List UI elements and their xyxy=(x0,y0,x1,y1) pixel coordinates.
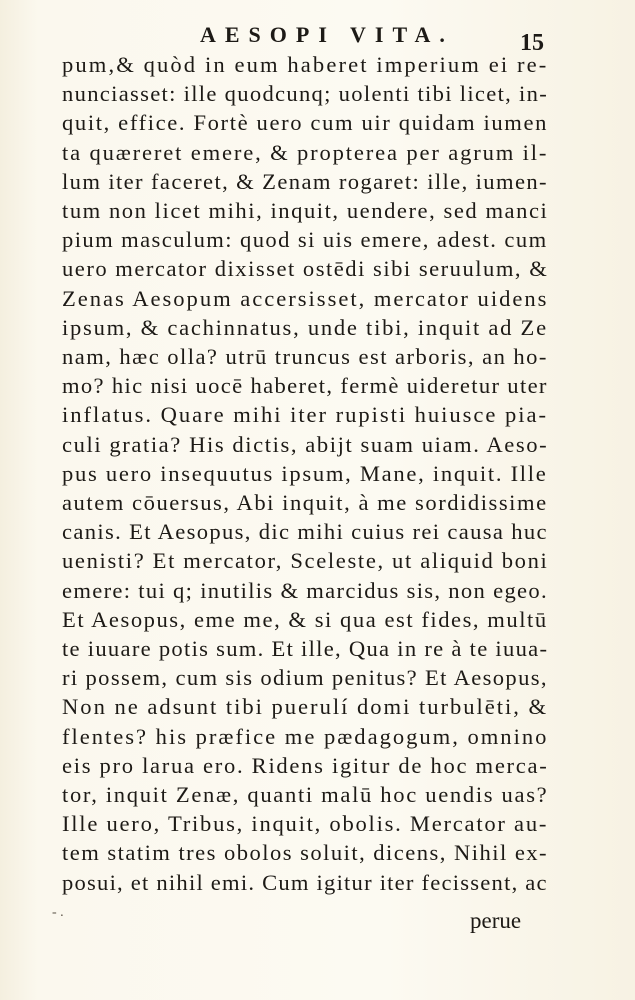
text-line: pium masculum: quod si uis emere, adest. cum xyxy=(62,227,548,253)
text-line: Zenas Aesopum accersisset, mercator uidens xyxy=(62,285,549,311)
text-line: te iuuare potis sum. Et ille, Qua in re à te iuua- xyxy=(62,636,549,662)
text-line: ipsum, & cachinnatus, unde tibi, inquit ad Ze xyxy=(62,314,548,340)
text-line: Ille uero, Tribus, inquit, obolis. Mercator au- xyxy=(62,811,549,837)
text-line: tor, inquit Zenæ, quanti malū hoc uendis uas? xyxy=(62,782,549,808)
text-line: eis pro larua ero. Ridens igitur de hoc merca- xyxy=(62,752,549,778)
text-line: tem statim tres obolos soluit, dicens, Nihil ex- xyxy=(62,840,549,866)
text-line: inflatus. Quare mihi iter rupisti huiusce pia- xyxy=(62,402,548,428)
text-line: uenisti? Et mercator, Scelestе, ut aliquid boni xyxy=(62,548,549,574)
text-line: posui, et nihil emi. Cum igitur iter fecissent, ac xyxy=(62,869,548,895)
catchword: perue xyxy=(470,908,522,933)
text-line: Non ne adsunt tibi puerulí domi turbulēti, & xyxy=(62,694,549,720)
text-line: autem cōuersus, Abi inquit, à me sordidissime xyxy=(62,490,548,516)
text-line: ta quæreret emere, & propterea per agrum il- xyxy=(62,139,549,165)
text-line: uero mercator dixisset ostēdi sibi seruulum, & xyxy=(62,256,549,282)
text-line: tum non licet mihi, inquit, uendere, sed manci xyxy=(62,198,549,224)
text-line: pum,& quòd in eum haberet imperium ei re- xyxy=(62,52,549,77)
body-text xyxy=(62,50,548,897)
text-line: nam, hæc olla? utrū truncus est arboris, an ho- xyxy=(62,344,548,370)
text-line: pus uero insequutus ipsum, Mane, inquit. Ille xyxy=(62,460,548,486)
text-line: emere: tui q; inutilis & marcidus sis, non egeo. xyxy=(62,577,548,603)
page-number: 15 xyxy=(520,30,544,56)
text-line: lum iter faceret, & Zenam rogaret: ille, iumen- xyxy=(62,168,548,194)
text-line: nunciasset: ille quodcunq; uolenti tibi licet, in- xyxy=(62,81,549,107)
signature-mark: - . xyxy=(52,905,64,920)
text-line: culi gratia? His dictis, abijt suam uiam. Aeso- xyxy=(62,431,549,457)
text-line: flentes? his præfice me pædagogum, omnino xyxy=(62,723,549,749)
text-line: quit, effice. Fortè uero cum uir quidam iumen xyxy=(62,110,549,136)
text-line: ri possem, cum sis odium penitus? Et Aesopus, xyxy=(62,665,548,691)
text-line: mo? hic nisi uocē haberet, fermè uideretur uter xyxy=(62,373,548,399)
text-line: Et Aesopus, eme me, & si qua est fides, multū xyxy=(62,606,548,632)
running-title: AESOPI VITA. xyxy=(200,22,454,47)
text-line: canis. Et Aesopus, dic mihi cuius rei causa huc xyxy=(62,519,548,545)
